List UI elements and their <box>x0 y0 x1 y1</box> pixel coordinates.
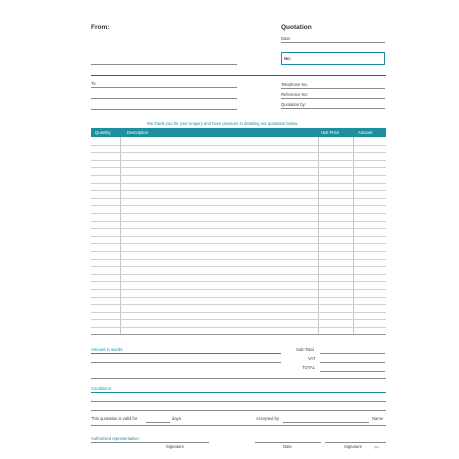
date-label: Date: <box>281 36 292 41</box>
total-line[interactable] <box>320 371 385 372</box>
table-row-line <box>91 327 386 328</box>
table-row-line <box>91 221 386 222</box>
table-row-line <box>91 266 386 267</box>
to-label: To: <box>91 81 97 86</box>
col-description: Description <box>127 130 148 135</box>
table-row-line <box>91 274 386 275</box>
vat-label: VAT <box>308 356 316 361</box>
signature2-label: Signature <box>344 444 362 449</box>
to-line-1[interactable] <box>91 87 237 88</box>
telephone-line[interactable] <box>281 88 385 89</box>
from-label: From: <box>91 24 110 31</box>
table-row-line <box>91 259 386 260</box>
table-row-line <box>91 228 386 229</box>
signature2-line[interactable] <box>325 442 386 443</box>
quotation-title: Quotation <box>281 24 312 31</box>
amount-words-line-1[interactable] <box>91 353 281 354</box>
quotation-by-label: Quotation by: <box>281 102 306 107</box>
table-row-line <box>91 160 386 161</box>
table-row-line <box>91 304 386 305</box>
table-row-line <box>91 198 386 199</box>
days-label: days. <box>172 416 183 421</box>
table-row-line <box>91 190 386 191</box>
date-line[interactable] <box>281 42 385 43</box>
amount-words-label: Amount in words: <box>91 347 124 352</box>
table-row-line <box>91 145 386 146</box>
conditions-line-1[interactable] <box>91 392 386 393</box>
table-row-line <box>91 167 386 168</box>
col-quantity: Quantity <box>95 130 111 135</box>
table-row-line <box>91 243 386 244</box>
conditions-line-3[interactable] <box>91 410 386 411</box>
quotation-by-line[interactable] <box>281 108 385 109</box>
authorised-label: Authorised representative: <box>91 436 140 441</box>
conditions-line-2[interactable] <box>91 401 386 402</box>
from-line-1[interactable] <box>91 64 237 65</box>
table-row-line <box>91 297 386 298</box>
table-row-line <box>91 281 386 282</box>
thanks-text: We thank you for your enquiry and have pleasure in detailing our quotation below. <box>147 121 299 126</box>
date-sign-line[interactable] <box>255 442 321 443</box>
subtotal-label: Sub-Total <box>296 347 314 352</box>
table-row-line <box>91 312 386 313</box>
quotation-number-box[interactable] <box>281 52 385 65</box>
reference-label: Reference No: <box>281 92 308 97</box>
accepted-by-label: Accepted by <box>256 416 280 421</box>
footer-code: Q1a <box>374 446 379 449</box>
table-row-line <box>91 175 386 176</box>
accepted-by-line[interactable] <box>283 422 369 423</box>
valid-days-line[interactable] <box>146 422 170 423</box>
amount-words-line-2[interactable] <box>91 362 281 363</box>
subtotal-line[interactable] <box>320 353 385 354</box>
total-label: TOTAL <box>302 365 316 370</box>
reference-line[interactable] <box>281 98 385 99</box>
table-header <box>91 128 386 137</box>
no-label: No: <box>284 56 291 61</box>
table-row-line <box>91 152 386 153</box>
table-row-line <box>91 251 386 252</box>
table-row-line <box>91 205 386 206</box>
table-row-line <box>91 319 386 320</box>
signoff-date-label: Date <box>283 444 292 449</box>
validity-underline <box>91 425 386 426</box>
to-line-2[interactable] <box>91 98 237 99</box>
name-label: Name <box>372 416 384 421</box>
to-line-3[interactable] <box>91 109 237 110</box>
vat-line[interactable] <box>320 362 385 363</box>
section-divider <box>91 378 386 379</box>
table-row-line <box>91 289 386 290</box>
table-row-line <box>91 183 386 184</box>
conditions-label: Conditions: <box>91 386 112 391</box>
valid-for-label: This quotation is valid for <box>91 416 138 421</box>
col-amount: Amount <box>358 130 373 135</box>
table-row-line <box>91 236 386 237</box>
header-divider <box>91 75 386 76</box>
authorised-line[interactable] <box>91 442 209 443</box>
signature-label: Signature <box>166 444 184 449</box>
table-body[interactable] <box>91 137 386 335</box>
col-unit-price: Unit Price <box>321 130 340 135</box>
table-row-line <box>91 213 386 214</box>
telephone-label: Telephone No. <box>281 82 309 87</box>
